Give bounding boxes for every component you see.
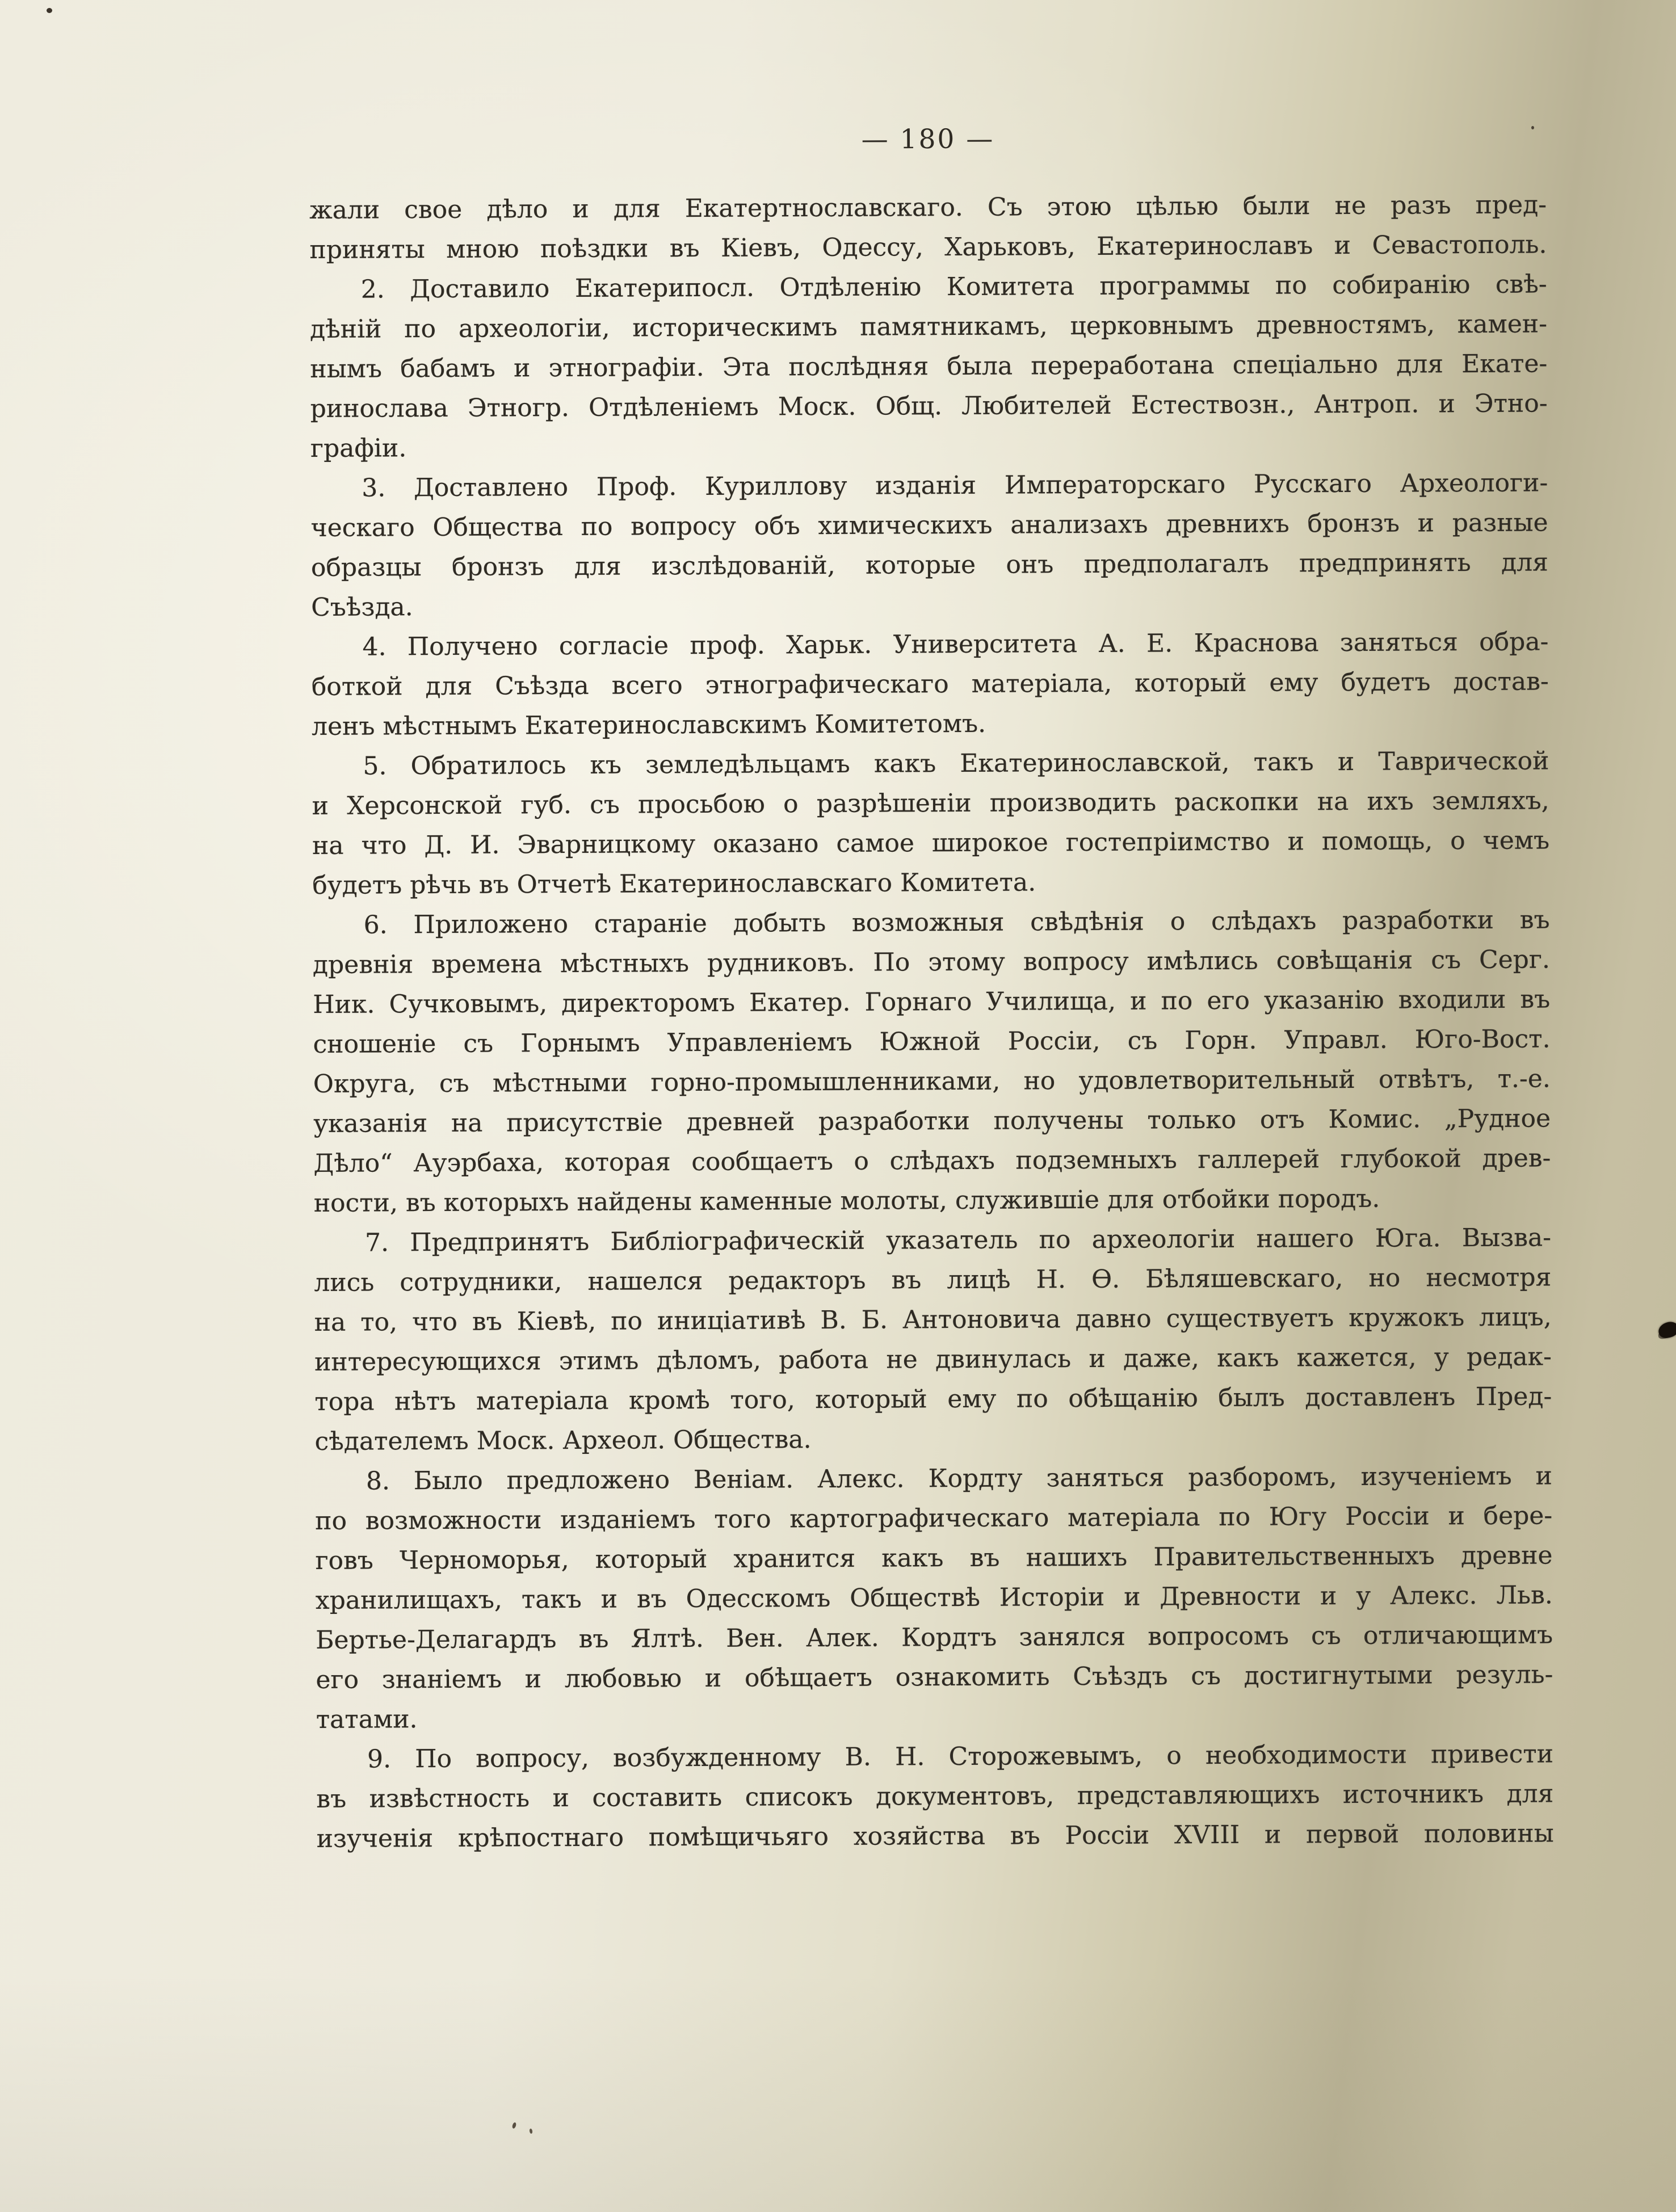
text-line: на то, что въ Кіевѣ, по иниціативѣ В. Б. Антоновича давно существуетъ кружокъ лицъ, — [314, 1302, 1552, 1337]
ink-speck — [529, 2129, 532, 2134]
text-line: ринослава Этногр. Отдѣленіемъ Моск. Общ. Любителей Естествозн., Антроп. и Этно- — [310, 389, 1548, 423]
paragraph — [311, 622, 1549, 747]
text-line: приняты мною поѣздки въ Кіевъ, Одессу, Харьковъ, Екатеринославъ и Севастополь. — [309, 230, 1547, 264]
text-line: тора нѣтъ матеріала кромѣ того, который ему по обѣщанію былъ доставленъ Пред- — [314, 1382, 1552, 1416]
paragraph — [315, 1456, 1553, 1740]
text-line: Округа, съ мѣстными горно-промышленниками, но удовлетворительный отвѣтъ, т.-е. — [313, 1064, 1551, 1099]
text-line: татами. — [316, 1705, 418, 1734]
text-line: образцы бронзъ для изслѣдованій, которые онъ предполагалъ предпринять для — [310, 548, 1548, 582]
text-line: лись сотрудники, нашелся редакторъ въ лицѣ Н. Ѳ. Бѣляшевскаго, но несмотря — [314, 1263, 1552, 1297]
paragraph — [316, 1734, 1554, 1859]
text-line: и Херсонской губ. съ просьбою о разрѣшеніи производить раскопки на ихъ земляхъ, — [312, 786, 1549, 821]
text-line: Съѣзда. — [311, 592, 413, 622]
paragraph — [314, 1218, 1552, 1462]
text-line: Дѣло“ Ауэрбаха, которая сообщаетъ о слѣдахъ подземныхъ галлерей глубокой древ- — [313, 1143, 1551, 1178]
paragraph — [312, 900, 1551, 1223]
text-line: изученія крѣпостнаго помѣщичьяго хозяйства въ Россіи XVIII и первой половины — [316, 1819, 1554, 1853]
text-line: дѣній по археологіи, историческимъ памятникамъ, церковнымъ древностямъ, камен- — [309, 309, 1548, 344]
ink-blot — [1657, 1321, 1676, 1340]
paragraph — [310, 463, 1548, 628]
text-line: ленъ мѣстнымъ Екатеринославскимъ Комитетомъ. — [312, 709, 986, 741]
paragraph — [312, 741, 1549, 906]
text-line: ческаго Общества по вопросу объ химическихъ анализахъ древнихъ бронзъ и разные — [310, 508, 1548, 543]
text-line: указанія на присутствіе древней разработки получены только отъ Комис. „Рудное — [313, 1104, 1551, 1138]
text-line: интересующихся этимъ дѣломъ, работа не двинулась и даже, какъ кажется, у редак- — [314, 1342, 1552, 1377]
text-line: хранилищахъ, такъ и въ Одесскомъ Обществѣ Исторіи и Древности и у Алекс. Льв. — [315, 1580, 1553, 1615]
text-line: 6. Приложено стараніе добыть возможныя свѣдѣнія о слѣдахъ разработки въ — [363, 905, 1550, 940]
text-line: 9. По вопросу, возбужденному В. Н. Сторожевымъ, о необходимости привести — [367, 1739, 1554, 1774]
text-line: говъ Черноморья, который хранится какъ въ нашихъ Правительственныхъ древне — [315, 1541, 1553, 1575]
text-line: боткой для Съѣзда всего этнографическаго матеріала, который ему будетъ достав- — [311, 667, 1549, 701]
text-block — [309, 185, 1554, 1858]
paragraph — [309, 185, 1547, 270]
text-line: Бертье-Делагардъ въ Ялтѣ. Вен. Алек. Кордтъ занялся вопросомъ съ отличающимъ — [316, 1620, 1553, 1655]
text-line: 5. Обратилось къ земледѣльцамъ какъ Екатеринославской, такъ и Таврической — [363, 746, 1549, 781]
text-line: его знаніемъ и любовью и обѣщаетъ ознакомить Съѣздъ съ достигнутыми резуль- — [316, 1660, 1553, 1694]
text-line: будетъ рѣчь въ Отчетѣ Екатеринославскаго Комитета. — [312, 868, 1036, 900]
text-line: 7. Предпринятъ Библіографическій указатель по археологіи нашего Юга. Вызва- — [364, 1223, 1552, 1258]
text-line: древнія времена мѣстныхъ рудниковъ. По этому вопросу имѣлись совѣщанія съ Серг. — [312, 945, 1551, 979]
text-line: графіи. — [310, 434, 407, 463]
ink-speck — [1531, 126, 1534, 129]
text-line: 3. Доставлено Проф. Куриллову изданія Императорскаго Русскаго Археологи- — [362, 468, 1548, 503]
page-number-header: — 180 — — [861, 123, 995, 155]
text-line: ности, въ которыхъ найдены каменные молоты, служившіе для отбойки породъ. — [313, 1184, 1380, 1218]
ink-speck — [47, 8, 52, 13]
text-line: въ извѣстность и составить списокъ документовъ, представляющихъ источникъ для — [316, 1779, 1554, 1814]
text-line: сношеніе съ Горнымъ Управленіемъ Южной Россіи, съ Горн. Управл. Юго-Вост. — [313, 1024, 1551, 1059]
text-line: по возможности изданіемъ того картографическаго матеріала по Югу Россіи и бере- — [315, 1501, 1553, 1536]
text-line: 2. Доставило Екатерипосл. Отдѣленію Комитета программы по собиранію свѣ- — [360, 270, 1547, 304]
text-line: на что Д. И. Эварницкому оказано самое широкое гостепріимство и помощь, о чемъ — [312, 826, 1550, 860]
text-line: сѣдателемъ Моск. Археол. Общества. — [314, 1425, 812, 1456]
paragraph — [310, 264, 1548, 469]
text-line: 8. Было предложено Веніам. Алекс. Кордту заняться разборомъ, изученіемъ и — [366, 1461, 1553, 1496]
text-line: жали свое дѣло и для Екатертнославскаго. Съ этою цѣлью были не разъ пред- — [309, 190, 1547, 225]
text-line: 4. Получено согласіе проф. Харьк. Университета А. Е. Краснова заняться обра- — [362, 627, 1549, 662]
text-line: Ник. Сучковымъ, директоромъ Екатер. Горнаго Училища, и по его указанію входили въ — [313, 985, 1551, 1019]
text-line: нымъ бабамъ и этнографіи. Эта послѣдняя была переработана спеціально для Екате- — [310, 349, 1548, 384]
ink-speck — [511, 2122, 516, 2129]
